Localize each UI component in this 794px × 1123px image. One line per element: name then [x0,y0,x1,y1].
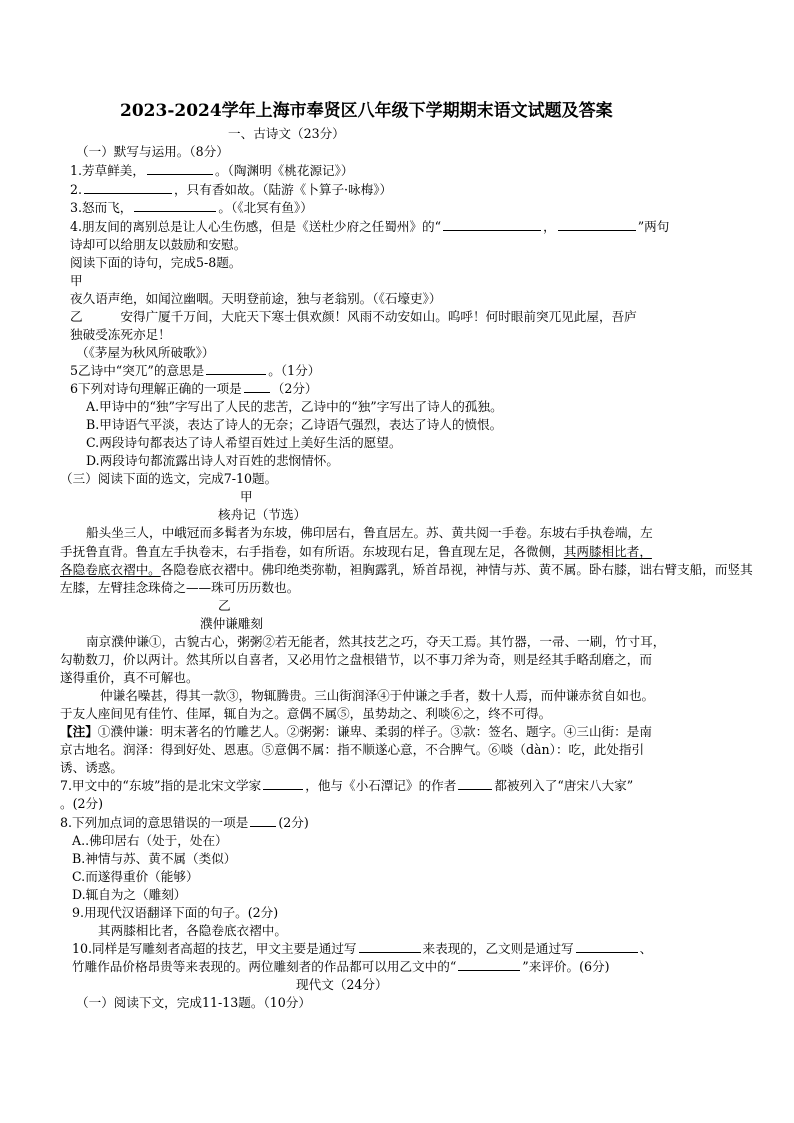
question-4-text: 4.朋友间的离别总是让人心生伤感，但是《送杜少府之任蜀州》的“ [70,219,442,234]
annotation-line-1 [60,723,652,741]
text-yi-line-1: 南京濮仲谦①，古貌古心，粥粥②若无能者，然其技艺之巧，夺天工焉。其竹器，一帚、一刷，竹寸耳， [86,634,666,649]
text-yi-line-5: 于友人座间见有佳竹、佳犀，辄自为之。意偶不属⑤，虽势劫之、利啖⑥之，终不可得。 [60,706,552,721]
question-8-text: 8.下列加点词的意思错误的一项是 [60,815,249,830]
question-7-score: 。(2分) [60,796,104,811]
question-7-text-end: 都被列入了“唐宋八大家” [494,778,634,793]
question-8-score: (2分) [278,815,309,830]
document-title: 2023-2024学年上海市奉贤区八年级下学期期末语文试题及答案 [120,101,613,121]
question-8-option-b: B.神情与苏、黄不属（类似） [72,851,237,866]
answer-blank [576,940,638,953]
underlined-sentence: 各隐卷底衣褶中。 [60,562,161,577]
question-10-comma: 、 [639,941,653,956]
part-heading-dictation: （一）默写与运用。（8分） [76,144,229,159]
question-7-text: 7.甲文中的“东坡”指的是北宋文学家 [60,778,262,793]
poem-reading-intro: 阅读下面的诗句，完成5-8题。 [70,255,242,270]
answer-blank [263,777,303,790]
text-jia-label: 甲 [240,489,253,504]
question-4-line2: 诗却可以给朋友以鼓励和安慰。 [70,237,247,252]
question-10-line-2 [72,958,610,976]
question-6-option-d: D.两段诗句都流露出诗人对百姓的悲悯情怀。 [86,453,339,468]
text-yi-title: 濮仲谦雕刻 [200,616,263,631]
question-10-score: ”来评价。(6分) [522,959,610,974]
text-yi-label: 乙 [218,598,231,613]
text-yi-line-4: 仲谦名噪甚，得其一款③，物辄腾贵。三山街润泽④于仲谦之手者，数十人焉，而仲谦赤贫自如也。 [100,688,655,703]
text-jia-line-2 [60,543,652,561]
answer-blank [558,218,636,231]
poem-yi-line-2: 独破受冻死亦足！ [70,327,171,342]
question-3-source: 。（《北冥有鱼》） [218,200,313,215]
question-3 [70,199,313,217]
text-jia-line-3-text: 各隐卷底衣褶中。佛印绝类弥勒，袒胸露乳，矫首昂视，神情与苏、黄不属。卧右膝，诎右臂支船，而竖其 [160,562,753,577]
question-8-option-d: D.辄自为之（雕刻） [72,887,187,902]
annotation-line-3: 诱、诱惑。 [60,760,123,775]
answer-blank [244,380,270,393]
poem-jia-text: 夜久语声绝，如闻泣幽咽。天明登前途，独与老翁别。（《石壕吏》） [70,291,442,306]
text-jia-line-1: 船头坐三人，中峨冠而多髯者为东坡，佛印居右，鲁直居左。苏、黄共阅一手卷。东坡右手执卷端，左 [86,525,653,540]
question-4 [70,218,669,236]
answer-blank [458,958,520,971]
question-7-text-mid: ，他与《小石潭记》的作者 [305,778,457,793]
poem-yi-line-1: 乙 安得广厦千万间，大庇天下寒士俱欢颜！风雨不动安如山。呜呼！何时眼前突兀见此屋，吾庐 [70,309,637,324]
question-4-tail: ”两句 [637,219,670,234]
annotation-text: ①濮仲谦：明末著名的竹雕艺人。②粥粥：谦卑、柔弱的样子。③款：签名、题字。④三山街：是南 [97,724,652,739]
question-6-option-b: B.甲诗语气平淡，表达了诗人的无奈；乙诗语气强烈，表达了诗人的愤恨。 [86,417,503,432]
text-jia-line-2-text: 手抚鲁直背。鲁直左手执卷末，右手指卷，如有所语。东坡现右足，鲁直现左足，各微侧， [60,544,564,559]
question-1-source: 。（陶渊明《桃花源记》） [215,163,354,178]
question-5-score: 。（1分） [268,363,321,378]
question-6-text: 6下列对诗句理解正确的一项是 [70,381,242,396]
question-9: 9.用现代汉语翻译下面的句子。(2分) [72,905,279,920]
poem-jia-label: 甲 [70,273,83,288]
part-heading-modern-reading: （一）阅读下文，完成11-13题。（10分） [76,995,311,1010]
comma: ， [543,219,556,234]
answer-blank [206,362,266,375]
underlined-sentence: 其两膝相比者， [563,544,652,559]
section-heading-classical: 一、古诗文（23分） [228,126,345,141]
question-6-option-c: C.两段诗句都表达了诗人希望百姓过上美好生活的愿望。 [86,435,402,450]
question-8-option-a: A..佛印居右（处于，处在） [72,833,228,848]
question-9-sentence: 其两膝相比者，各隐卷底衣褶中。 [98,923,287,938]
answer-blank [443,218,541,231]
part-heading-prose: （三）阅读下面的选文，完成7-10题。 [60,471,278,486]
question-1 [70,162,354,180]
question-3-text: 3.怒而飞， [70,200,133,215]
question-6 [70,380,318,398]
text-yi-line-3: 遂得重价，真不可解也。 [60,670,199,685]
answer-blank [84,181,172,194]
text-jia-line-3 [60,561,753,579]
annotation-line-2: 京古地名。润泽：得到好处、恩惠。⑤意偶不属：指不顺遂心意，不合脾气。⑥啖（dàn）：吃，此处指引 [60,742,645,757]
question-10-text-2: 竹雕作品价格昂贵等来表现的。两位雕刻者的作品都可以用乙文中的“ [72,959,457,974]
answer-blank [359,940,421,953]
question-7 [60,777,633,795]
answer-blank [147,162,213,175]
question-8-option-c: C.而遂得重价（能够） [72,869,199,884]
section-heading-modern: 现代文（24分） [296,977,388,992]
poem-yi-source: （《茅屋为秋风所破歌》） [76,345,215,360]
answer-blank [458,777,492,790]
text-jia-title: 核舟记（节选） [218,507,307,522]
answer-blank [250,814,276,827]
question-5 [70,362,320,380]
question-2 [70,181,392,199]
text-jia-line-4: 左膝，左臂挂念珠倚之——珠可历历数也。 [60,580,300,595]
question-6-option-a: A.甲诗中的“独”字写出了人民的悲苦，乙诗中的“独”字写出了诗人的孤独。 [86,399,503,414]
question-2-text: ，只有香如故。（陆游《卜算子·咏梅》） [174,182,393,197]
text-yi-line-2: 勾勒数刀，价以两计。然其所以自喜者，又必用竹之盘根错节，以不事刀斧为奇，则是经其手略刮磨之，而 [60,652,652,667]
annotation-label: 【注】 [60,724,98,739]
question-10-text-mid: 来表现的，乙文则是通过写 [422,941,574,956]
question-1-text: 1.芳草鲜美， [70,163,145,178]
question-10-text: 10.同样是写雕刻者高超的技艺，甲文主要是通过写 [72,941,357,956]
answer-blank [134,199,216,212]
question-5-text: 5乙诗中“突兀”的意思是 [70,363,205,378]
question-2-number: 2. [70,182,83,197]
question-6-score: （2分） [271,381,318,396]
question-8 [60,814,309,832]
question-10 [72,940,652,958]
